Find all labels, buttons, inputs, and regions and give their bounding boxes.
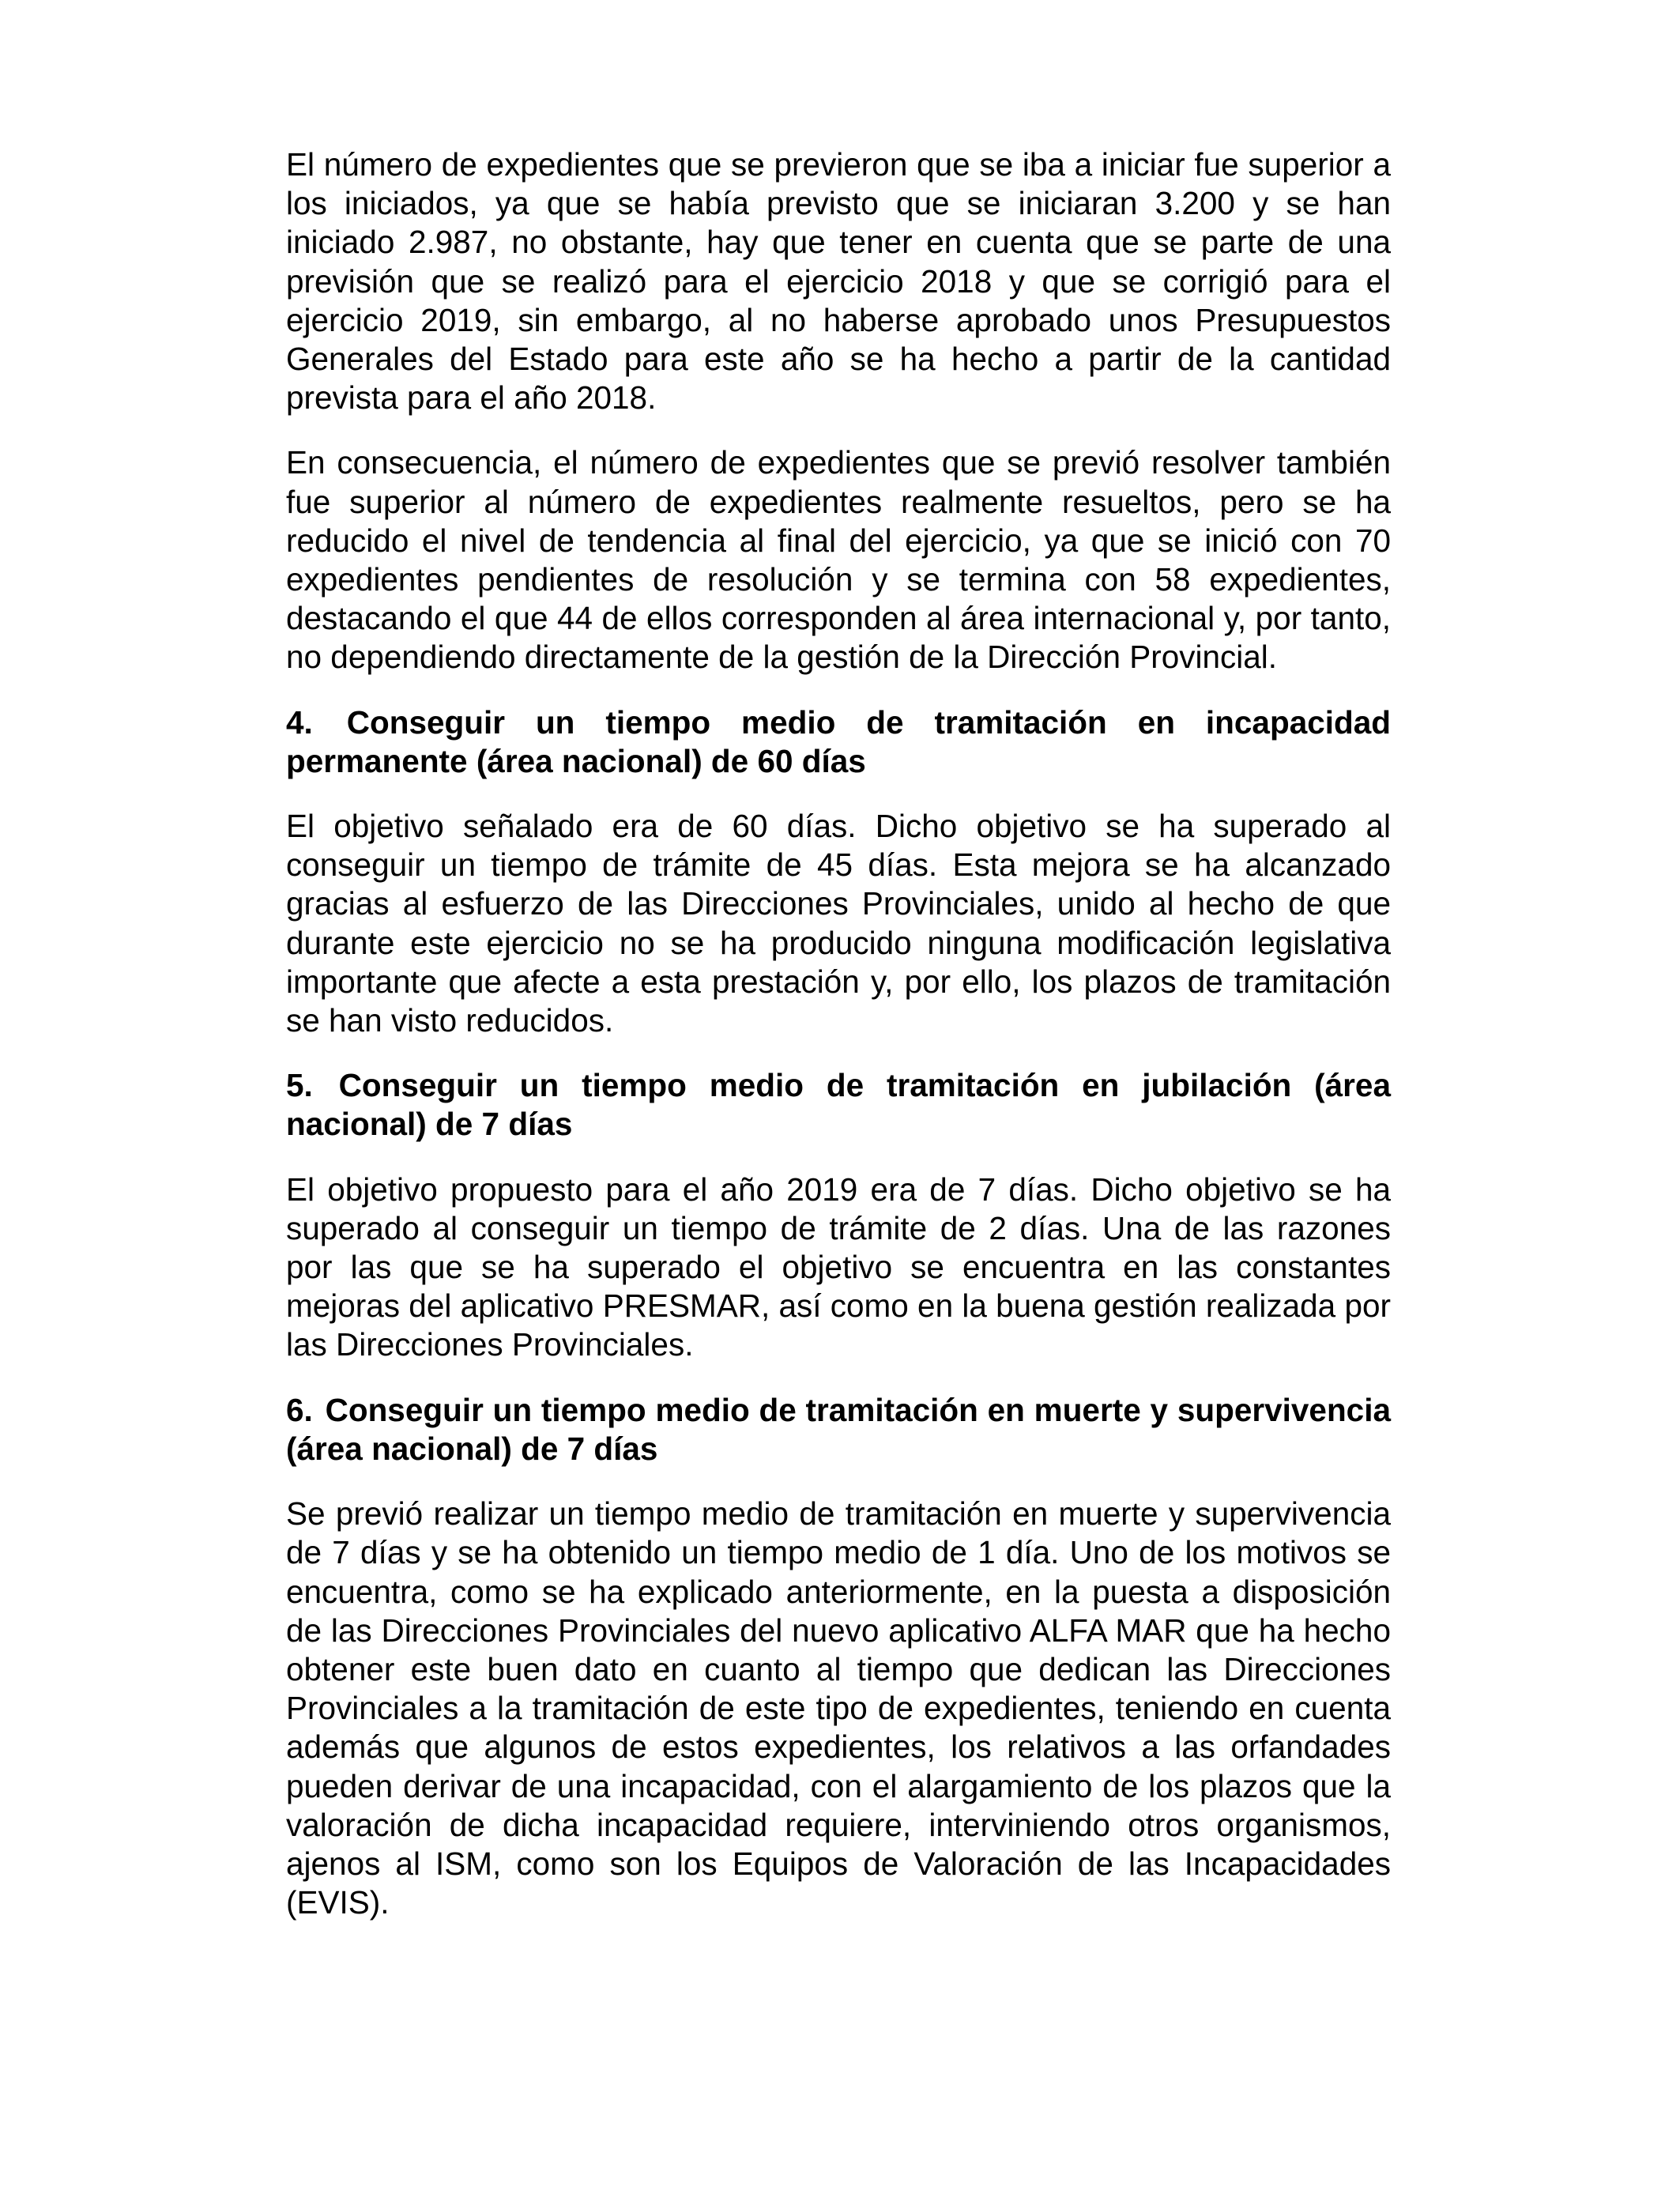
- section-body-5: El objetivo propuesto para el año 2019 era de 7 días. Dicho objetivo se ha superado al conseguir un tiempo de trámite de 2 días. Una de las razones por las que se ha superado el objetivo se encuentra en las constantes mejoras del aplicativo PRESMAR, así como en la buena gestión realizada por las Direcciones Provinciales.: [286, 1171, 1391, 1363]
- section-title: Conseguir un tiempo medio de tramitación en incapacidad permanente (área nacional) de 60 días: [286, 703, 1391, 779]
- paragraph-expedientes-iniciados: El número de expedientes que se previeron que se iba a iniciar fue superior a los iniciados, ya que se había previsto que se iniciaran 3.200 y se han iniciado 2.987, no obstante, hay que tener en cuenta que se parte de una previsión que se realizó para el ejercicio 2018 y que se corrigió para el ejercicio 2019, sin embargo, al no haberse aprobado unos Presupuestos Generales del Estado para este año se ha hecho a partir de la cantidad prevista para el año 2018.: [286, 146, 1391, 417]
- paragraph-expedientes-resueltos: En consecuencia, el número de expedientes que se previó resolver también fue superior al número de expedientes realmente resueltos, pero se ha reducido el nivel de tendencia al final del ejercicio, ya que se inició con 70 expedientes pendientes de resolución y se termina con 58 expedientes, destacando el que 44 de ellos corresponden al área internacional y, por tanto, no dependiendo directamente de la gestión de la Dirección Provincial.: [286, 444, 1391, 676]
- section-number: 6.: [286, 1391, 313, 1428]
- section-heading-4: [286, 703, 1391, 781]
- section-heading-6: [286, 1391, 1391, 1468]
- section-title: Conseguir un tiempo medio de tramitación en muerte y supervivencia (área nacional) de 7 días: [286, 1391, 1391, 1467]
- section-number: 4.: [286, 703, 313, 741]
- section-body-4: El objetivo señalado era de 60 días. Dicho objetivo se ha superado al conseguir un tiempo de trámite de 45 días. Esta mejora se ha alcanzado gracias al esfuerzo de las Direcciones Provinciales, unido al hecho de que durante este ejercicio no se ha producido ninguna modificación legislativa importante que afecte a esta prestación y, por ello, los plazos de tramitación se han visto reducidos.: [286, 808, 1391, 1039]
- section-body-6: Se previó realizar un tiempo medio de tramitación en muerte y supervivencia de 7 días y se ha obtenido un tiempo medio de 1 día. Uno de los motivos se encuentra, como se ha explicado anteriormente, en la puesta a disposición de las Direcciones Provinciales del nuevo aplicativo ALFA MAR que ha hecho obtener este buen dato en cuanto al tiempo que dedican las Direcciones Provinciales a la tramitación de este tipo de expedientes, teniendo en cuenta además que algunos de estos expedientes, los relativos a las orfandades pueden derivar de una incapacidad, con el alargamiento de los plazos que la valoración de dicha incapacidad requiere, interviniendo otros organismos, ajenos al ISM, como son los Equipos de Valoración de las Incapacidades (EVIS).: [286, 1495, 1391, 1921]
- section-heading-5: [286, 1066, 1391, 1144]
- section-number: 5.: [286, 1067, 313, 1104]
- document-page: [286, 145, 1391, 1948]
- section-title: Conseguir un tiempo medio de tramitación en jubilación (área nacional) de 7 días: [286, 1067, 1391, 1143]
